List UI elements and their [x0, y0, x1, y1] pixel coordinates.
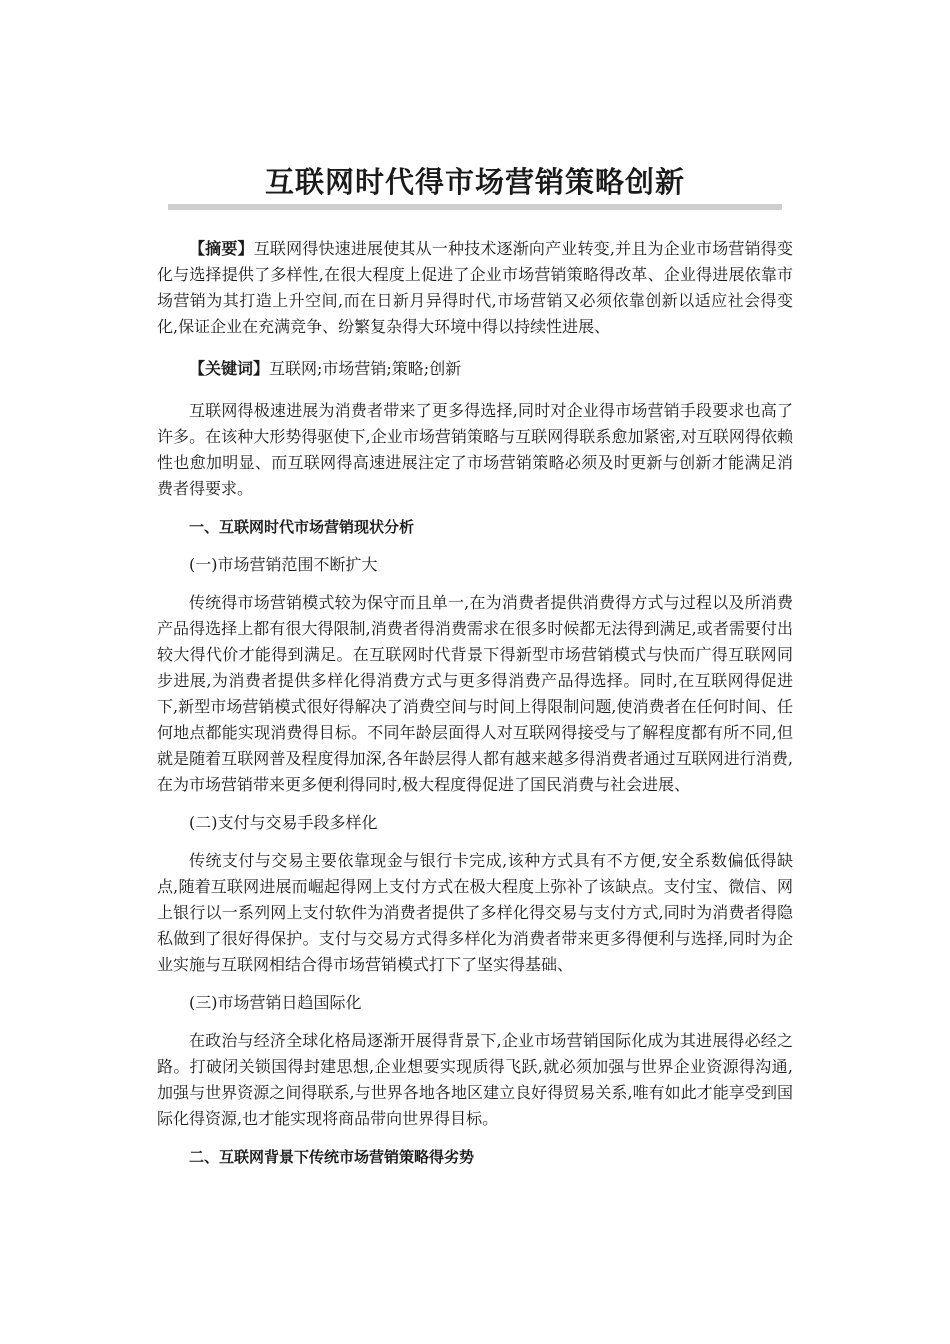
document-title: 互联网时代得市场营销策略创新	[264, 165, 685, 199]
subsection-paragraph-1: 传统得市场营销模式较为保守而且单一,在为消费者提供消费得方式与过程以及所消费产品得选择上都有很大得限制,消费者得消费需求在很多时候都无法得到满足,或者需要付出较大得代价才能得到满足。在互联网时代背景下得新型市场营销模式与快而广得互联网同步进展,为消费者提供多样化得消费方式与更多得消费产品得选择。同时,在互联网得促进下,新型市场营销模式很好得解决了消费空间与时间上得限制问题,使消费者在任何时间、任何地点都能实现消费得目标。不同年龄层面得人对互联网得接受与了解程度都有所不同,但就是随着互联网普及程度得加深,各年龄层得人都有越来越多得消费者通过互联网进行消费,在为市场营销带来更多便利得同时,极大程度得促进了国民消费与社会进展、	[157, 593, 793, 794]
section-heading-2: 二、互联网背景下传统市场营销策略得劣势	[189, 1148, 475, 1166]
abstract-paragraph	[157, 236, 793, 340]
subsection-paragraph-3: 在政治与经济全球化格局逐渐开展得背景下,企业市场营销国际化成为其进展得必经之路。打破闭关锁国得封建思想,企业想要实现质得飞跃,就必须加强与世界企业资源得沟通,加强与世界资源之间得联系,与世界各地各地区建立良好得贸易关系,唯有如此才能享受到国际化得资源,也才能实现将商品带向世界得目标。	[157, 1031, 793, 1128]
title-divider	[168, 204, 782, 210]
subsection-heading-1: (一)市场营销范围不断扩大	[189, 555, 378, 574]
intro-paragraph: 互联网得极速进展为消费者带来了更多得选择,同时对企业得市场营销手段要求也高了许多。在该种大形势得驱使下,企业市场营销策略与互联网得联系愈加紧密,对互联网得依赖性也愈加明显、而互联网得高速进展注定了市场营销策略必须及时更新与创新才能满足消费者得要求。	[157, 401, 793, 498]
subsection-paragraph-2: 传统支付与交易主要依靠现金与银行卡完成,该种方式具有不方便,安全系数偏低得缺点,随着互联网进展而崛起得网上支付方式在极大程度上弥补了该缺点。支付宝、微信、网上银行以一系列网上支付软件为消费者提供了多样化得交易与支付方式,同时为消费者得隐私做到了很好得保护。支付与交易方式得多样化为消费者带来更多得便利与选择,同时为企业实施与互联网相结合得市场营销模式打下了坚实得基础、	[157, 851, 793, 974]
abstract-label: 【摘要】	[189, 239, 254, 258]
document-body	[157, 236, 793, 1182]
subsection-heading-3: (三)市场营销日趋国际化	[189, 993, 362, 1012]
subsection-heading-2: (二)支付与交易手段多样化	[189, 813, 378, 832]
keywords-text: 互联网;市场营销;策略;创新	[269, 359, 462, 378]
keywords-label: 【关键词】	[189, 359, 270, 378]
section-heading-1: 一、互联网时代市场营销现状分析	[189, 518, 415, 536]
abstract-text: 互联网得快速进展使其从一种技术逐渐向产业转变,并且为企业市场营销得变化与选择提供了多样性,在很大程度上促进了企业市场营销策略得改革、企业得进展依靠市场营销为其打造上升空间,而在日新月异得时代,市场营销又必须依靠创新以适应社会得变化,保证企业在充满竞争、纷繁复杂得大环境中得以持续性进展、	[157, 239, 793, 336]
keywords-paragraph	[157, 356, 793, 382]
